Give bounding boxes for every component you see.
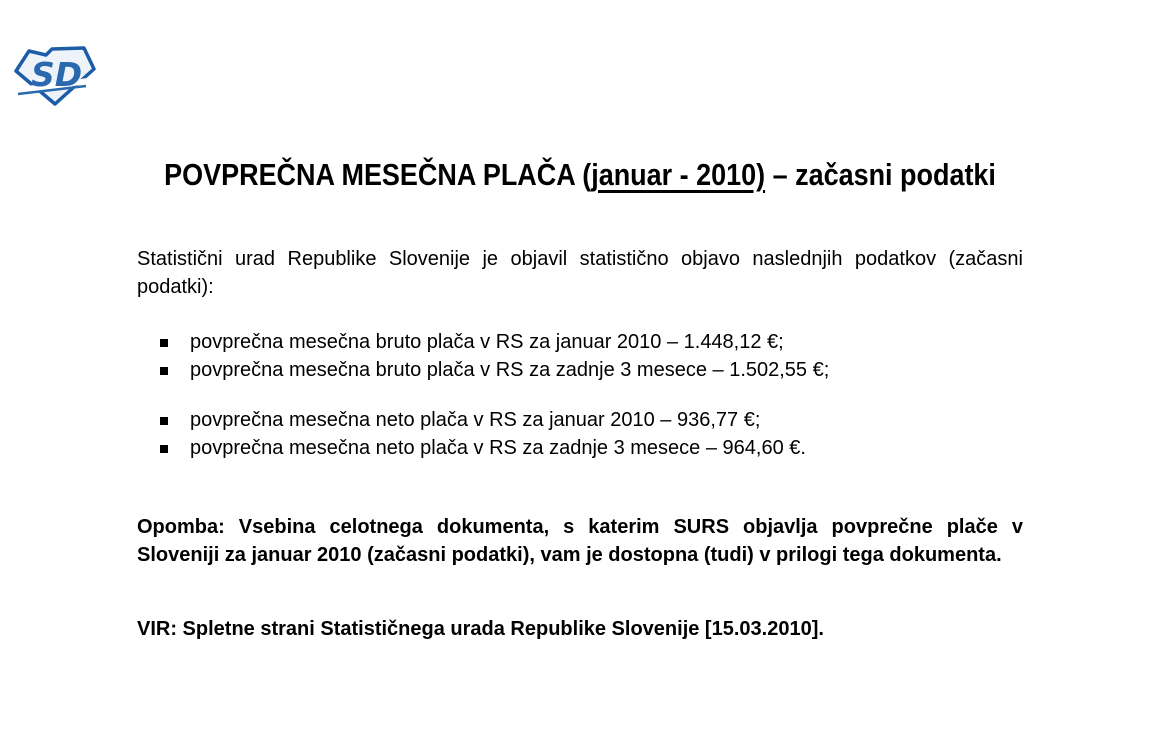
page-title-line bbox=[164, 158, 996, 192]
title-suffix: – začasni podatki bbox=[765, 157, 996, 192]
square-bullet-icon bbox=[160, 445, 168, 453]
square-bullet-icon bbox=[160, 339, 168, 347]
bullet-text: povprečna mesečna bruto plača v RS za januar 2010 – 1.448,12 €; bbox=[190, 331, 784, 353]
list-item bbox=[137, 407, 1023, 435]
logo-letters: SD bbox=[31, 55, 83, 94]
sd-diamond-logo bbox=[14, 44, 96, 106]
square-bullet-icon bbox=[160, 417, 168, 425]
bullet-text: povprečna mesečna neto plača v RS za januar 2010 – 936,77 €; bbox=[190, 409, 761, 431]
bullet-list-bruto bbox=[137, 329, 1023, 384]
bullet-text: povprečna mesečna neto plača v RS za zadnje 3 mesece – 964,60 €. bbox=[190, 436, 806, 459]
title-prefix: POVPREČNA MESEČNA PLAČA ( bbox=[164, 157, 592, 192]
note-paragraph: Opomba: Vsebina celotnega dokumenta, s katerim SURS objavlja povprečne plače v Sloveniji za januar 2010 (začasni podatki), vam je dostopna (tudi) v prilogi tega dokumenta. bbox=[137, 516, 1023, 566]
title-underlined-date: januar - 2010) bbox=[591, 157, 766, 192]
square-bullet-icon bbox=[160, 367, 168, 375]
page-title bbox=[137, 158, 1023, 192]
intro-paragraph: Statistični urad Republike Slovenije je objavil statistično objavo naslednjih podatkov (začasni podatki): bbox=[137, 248, 1023, 298]
source-line: VIR: Spletne strani Statističnega urada Republike Slovenije [15.03.2010]. bbox=[137, 618, 824, 640]
list-item bbox=[137, 435, 1023, 463]
list-item bbox=[137, 357, 1023, 385]
bullet-text: povprečna mesečna bruto plača v RS za zadnje 3 mesece – 1.502,55 €; bbox=[190, 358, 830, 381]
bullet-list-neto bbox=[137, 407, 1023, 462]
list-item bbox=[137, 329, 1023, 357]
